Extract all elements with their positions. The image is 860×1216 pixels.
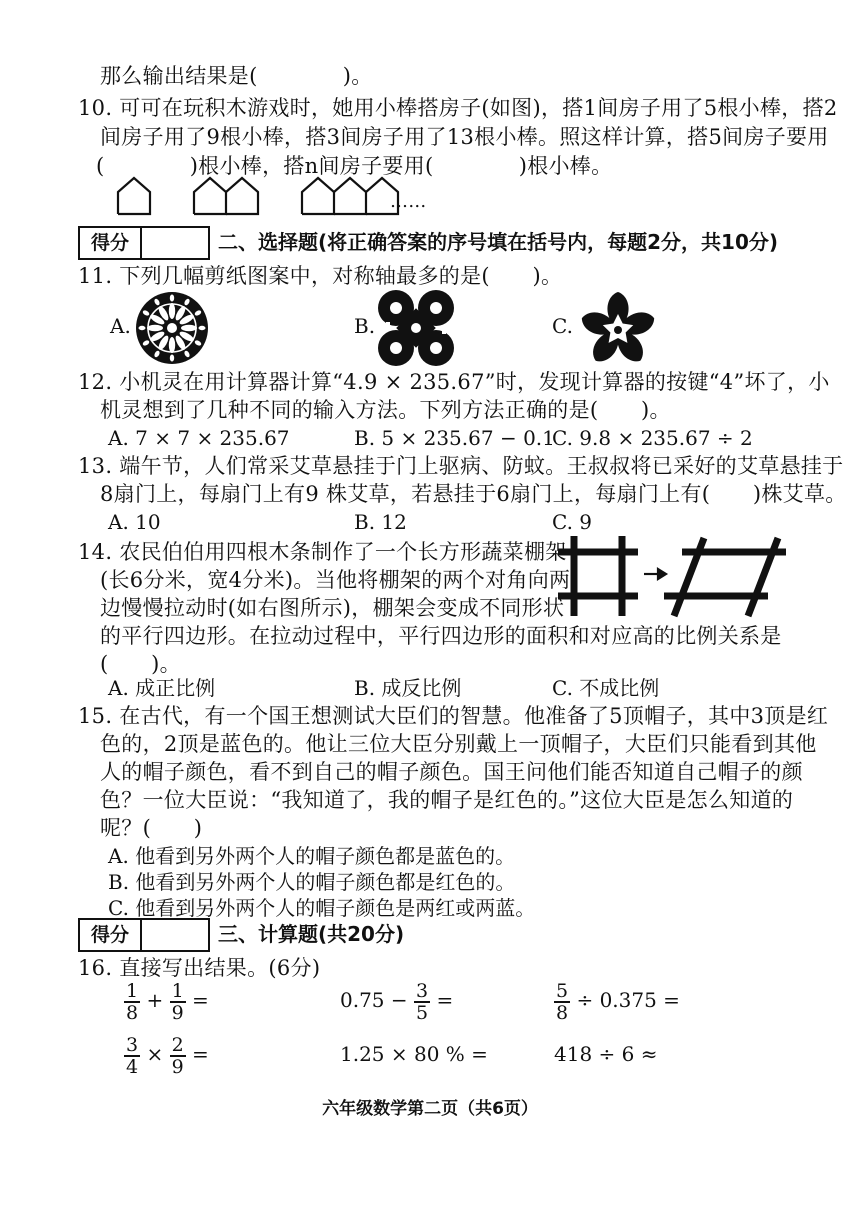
calc-item-b: 0.75 − $\frac{3}{5}$ =: [340, 979, 454, 1024]
q14-line2: (长6分米，宽4分米)。当他将棚架的两个对角向两: [100, 568, 571, 592]
q14-line3: 边慢慢拉动时(如右图所示)，棚架会变成不同形状: [100, 596, 565, 620]
section2-score-box: [78, 226, 210, 260]
q13-option-b: B. 12: [354, 510, 407, 534]
q11-option-a-label: A.: [110, 314, 131, 338]
q11-option-b-label: B.: [354, 314, 376, 338]
q10-line2: 间房子用了9根小棒，搭3间房子用了13根小棒。照这样计算，搭5间房子要用: [100, 125, 829, 149]
section3-title: 三、计算题(共20分): [218, 922, 405, 946]
q15-option-a: A. 他看到另外两个人的帽子颜色都是蓝色的。: [108, 844, 516, 868]
papercut-c-image: [580, 290, 656, 366]
q15-line3: 人的帽子颜色，看不到自己的帽子颜色。国王问他们能否知道自己帽子的颜: [100, 760, 803, 784]
q10-line3: ( )根小棒，搭n间房子要用( )根小棒。: [96, 154, 613, 178]
q13-line1: 13. 端午节，人们常采艾草悬挂于门上驱病、防蚊。王叔叔将已采好的艾草悬挂于: [78, 454, 844, 478]
q12-line1: 12. 小机灵在用计算器计算“4.9 × 235.67”时，发现计算器的按键“4”坏了，小: [78, 370, 830, 394]
houses-ellipsis: ……: [390, 191, 427, 212]
section3-score-label: 得分: [80, 920, 142, 950]
calc-item-c: $\frac{5}{8}$ ÷ 0.375 =: [556, 979, 680, 1024]
q15-line4: 色？一位大臣说：“我知道了，我的帽子是红色的。”这位大臣是怎么知道的: [100, 788, 794, 812]
q14-line4: 的平行四边形。在拉动过程中，平行四边形的面积和对应高的比例关系是: [100, 624, 782, 648]
calc-item-f: 418 ÷ 6 ≈: [554, 1042, 658, 1066]
q14-option-b: B. 成反比例: [354, 676, 462, 700]
q12-option-c: C. 9.8 × 235.67 ÷ 2: [552, 426, 753, 450]
q15-option-c: C. 他看到另外两个人的帽子颜色是两红或两蓝。: [108, 896, 536, 920]
q15-line2: 色的，2顶是蓝色的。他让三位大臣分别戴上一顶帽子，大臣们只能看到其他: [100, 732, 817, 756]
q12-option-b: B. 5 × 235.67 − 0.1: [354, 426, 555, 450]
page-footer: 六年级数学第二页（共6页）: [322, 1099, 538, 1119]
papercut-a-image: [134, 290, 210, 366]
q16-stem: 16. 直接写出结果。(6分): [78, 956, 321, 980]
q13-line2: 8扇门上，每扇门上有9 株艾草，若悬挂于6扇门上，每扇门上有( )株艾草。: [100, 482, 847, 506]
q12-line2: 机灵想到了几种不同的输入方法。下列方法正确的是( )。: [100, 398, 671, 422]
q15-line1: 15. 在古代，有一个国王想测试大臣们的智慧。他准备了5顶帽子，其中3顶是红: [78, 704, 829, 728]
papercut-b-image: [376, 288, 456, 368]
fraction: $\frac{5}{8}$: [556, 979, 569, 1024]
q13-option-a: A. 10: [108, 510, 161, 534]
q9-tail: 那么输出结果是( )。: [100, 64, 373, 88]
fraction: $\frac{1}{8}$: [126, 979, 139, 1024]
section2-title: 二、选择题(将正确答案的序号填在括号内，每题2分，共10分): [218, 230, 779, 254]
q15-line5: 呢？( ): [100, 816, 203, 840]
q13-option-c: C. 9: [552, 510, 593, 534]
q14-line5: ( )。: [100, 652, 181, 676]
calc-item-a: $\frac{1}{8}$ + $\frac{1}{9}$ =: [126, 979, 209, 1024]
fraction: $\frac{3}{4}$: [126, 1033, 139, 1078]
q11-option-c-label: C.: [552, 314, 573, 338]
q14-option-a: A. 成正比例: [108, 676, 216, 700]
fraction: $\frac{3}{5}$: [416, 979, 429, 1024]
q12-option-a: A. 7 × 7 × 235.67: [108, 426, 290, 450]
q14-option-c: C. 不成比例: [552, 676, 660, 700]
section2-score-label: 得分: [80, 228, 142, 258]
fraction: $\frac{2}{9}$: [171, 1033, 184, 1078]
q15-option-b: B. 他看到另外两个人的帽子颜色都是红色的。: [108, 870, 516, 894]
frame-figure: [554, 532, 790, 622]
calc-item-e: 1.25 × 80 % =: [340, 1042, 488, 1066]
q11-stem: 11. 下列几幅剪纸图案中，对称轴最多的是( )。: [78, 264, 563, 288]
fraction: $\frac{1}{9}$: [171, 979, 184, 1024]
q14-line1: 14. 农民伯伯用四根木条制作了一个长方形蔬菜棚架: [78, 540, 567, 564]
q10-line1: 10. 可可在玩积木游戏时，她用小棒搭房子(如图)，搭1间房子用了5根小棒，搭2: [78, 96, 838, 120]
calc-item-d: $\frac{3}{4}$ × $\frac{2}{9}$ =: [126, 1033, 209, 1078]
section3-score-box: [78, 918, 210, 952]
